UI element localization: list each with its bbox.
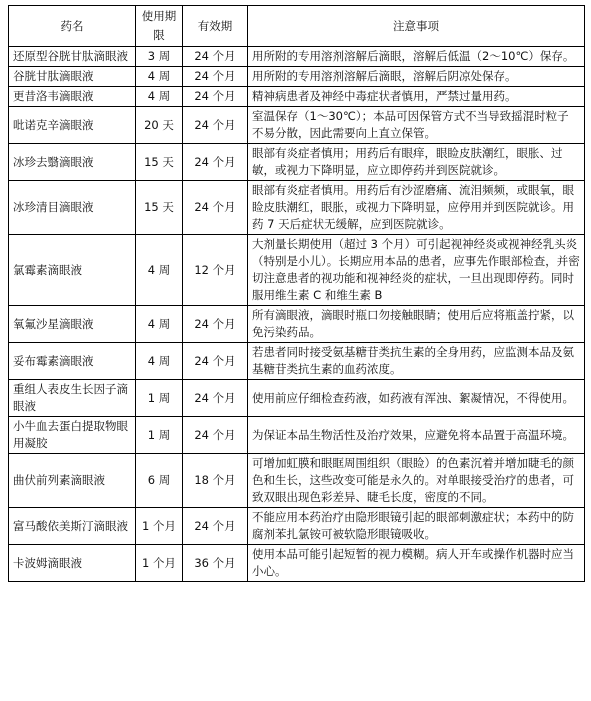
drug-table [8,5,585,582]
drug-note: 不能应用本药治疗由隐形眼镜引起的眼部刺激症状；本药中的防腐剂苯扎氯铵可被软隐形眼镜吸收。 [248,508,585,545]
drug-note: 使用前应仔细检查药液，如药液有浑浊、絮凝情况，不得使用。 [248,380,585,417]
usage-period: 4 周 [136,343,183,380]
table-row [9,545,585,582]
usage-period: 1 个月 [136,545,183,582]
table-row [9,417,585,454]
drug-name: 富马酸依美斯汀滴眼液 [9,508,136,545]
usage-period: 4 周 [136,306,183,343]
table-row [9,508,585,545]
drug-note: 眼部有炎症者慎用；用药后有眼痒，眼睑皮肤潮红，眼胀、过敏，或视力下降明显，应立即停药并到医院就诊。 [248,144,585,181]
header-period: 使用期限 [136,6,183,47]
table-header-row [9,6,585,47]
drug-note: 精神病患者及神经中毒症状者慎用，严禁过量用药。 [248,87,585,107]
header-validity: 有效期 [183,6,248,47]
drug-note: 若患者同时接受氨基糖苷类抗生素的全身用药，应监测本品及氨基糖苷类抗生素的血药浓度。 [248,343,585,380]
drug-note: 所有滴眼液，滴眼时瓶口勿接触眼睛；使用后应将瓶盖拧紧，以免污染药品。 [248,306,585,343]
table-row [9,144,585,181]
table-row [9,67,585,87]
table-row [9,235,585,306]
drug-name: 妥布霉素滴眼液 [9,343,136,380]
table-row [9,306,585,343]
drug-name: 谷胱甘肽滴眼液 [9,67,136,87]
drug-note: 大剂量长期使用（超过 3 个月）可引起视神经炎或视神经乳头炎（特别是小儿）。长期应用本品的患者，应事先作眼部检查，并密切注意患者的视功能和视神经炎的症状，一旦出现即停药。同时服用维生素 C 和维生素 B [248,235,585,306]
usage-period: 1 个月 [136,508,183,545]
usage-period: 1 周 [136,417,183,454]
drug-name: 曲伏前列素滴眼液 [9,454,136,508]
validity-period: 24 个月 [183,67,248,87]
table-row [9,47,585,67]
validity-period: 24 个月 [183,144,248,181]
validity-period: 36 个月 [183,545,248,582]
validity-period: 24 个月 [183,417,248,454]
validity-period: 24 个月 [183,380,248,417]
usage-period: 15 天 [136,181,183,235]
drug-name: 吡诺克辛滴眼液 [9,107,136,144]
usage-period: 6 周 [136,454,183,508]
drug-name: 重组人表皮生长因子滴眼液 [9,380,136,417]
usage-period: 3 周 [136,47,183,67]
table-body [9,47,585,582]
usage-period: 15 天 [136,144,183,181]
usage-period: 4 周 [136,235,183,306]
drug-note: 为保证本品生物活性及治疗效果，应避免将本品置于高温环境。 [248,417,585,454]
drug-name: 氧氟沙星滴眼液 [9,306,136,343]
drug-name: 冰珍去翳滴眼液 [9,144,136,181]
validity-period: 24 个月 [183,107,248,144]
validity-period: 18 个月 [183,454,248,508]
validity-period: 24 个月 [183,181,248,235]
table-row [9,343,585,380]
validity-period: 12 个月 [183,235,248,306]
validity-period: 24 个月 [183,47,248,67]
usage-period: 4 周 [136,67,183,87]
drug-name: 还原型谷胱甘肽滴眼液 [9,47,136,67]
usage-period: 4 周 [136,87,183,107]
drug-name: 氯霉素滴眼液 [9,235,136,306]
table-row [9,380,585,417]
table-row [9,181,585,235]
drug-note: 可增加虹膜和眼眶周围组织（眼睑）的色素沉着并增加睫毛的颜色和生长，这些改变可能是永久的。对单眼接受治疗的患者，可致双眼出现色彩差异、睫毛长度，密度的不同。 [248,454,585,508]
table-row [9,454,585,508]
usage-period: 1 周 [136,380,183,417]
table-row [9,107,585,144]
drug-name: 冰珍清目滴眼液 [9,181,136,235]
usage-period: 20 天 [136,107,183,144]
validity-period: 24 个月 [183,343,248,380]
drug-note: 用所附的专用溶剂溶解后滴眼，溶解后阴凉处保存。 [248,67,585,87]
drug-name: 更昔洛韦滴眼液 [9,87,136,107]
drug-name: 小牛血去蛋白提取物眼用凝胶 [9,417,136,454]
drug-name: 卡波姆滴眼液 [9,545,136,582]
drug-note: 使用本品可能引起短暂的视力模糊。病人开车或操作机器时应当小心。 [248,545,585,582]
header-name: 药名 [9,6,136,47]
drug-note: 用所附的专用溶剂溶解后滴眼，溶解后低温（2～10℃）保存。 [248,47,585,67]
validity-period: 24 个月 [183,306,248,343]
drug-note: 室温保存（1～30℃）；本品可因保管方式不当导致摇混时粒子不易分散，因此需要向上直立保管。 [248,107,585,144]
header-notes: 注意事项 [248,6,585,47]
drug-note: 眼部有炎症者慎用。用药后有沙涩磨痛、流泪频频，或眼氧，眼睑皮肤潮红，眼胀，或视力下降明显，应停用并到医院就诊。用药 7 天后症状无缓解，应到医院就诊。 [248,181,585,235]
validity-period: 24 个月 [183,87,248,107]
table-row [9,87,585,107]
validity-period: 24 个月 [183,508,248,545]
